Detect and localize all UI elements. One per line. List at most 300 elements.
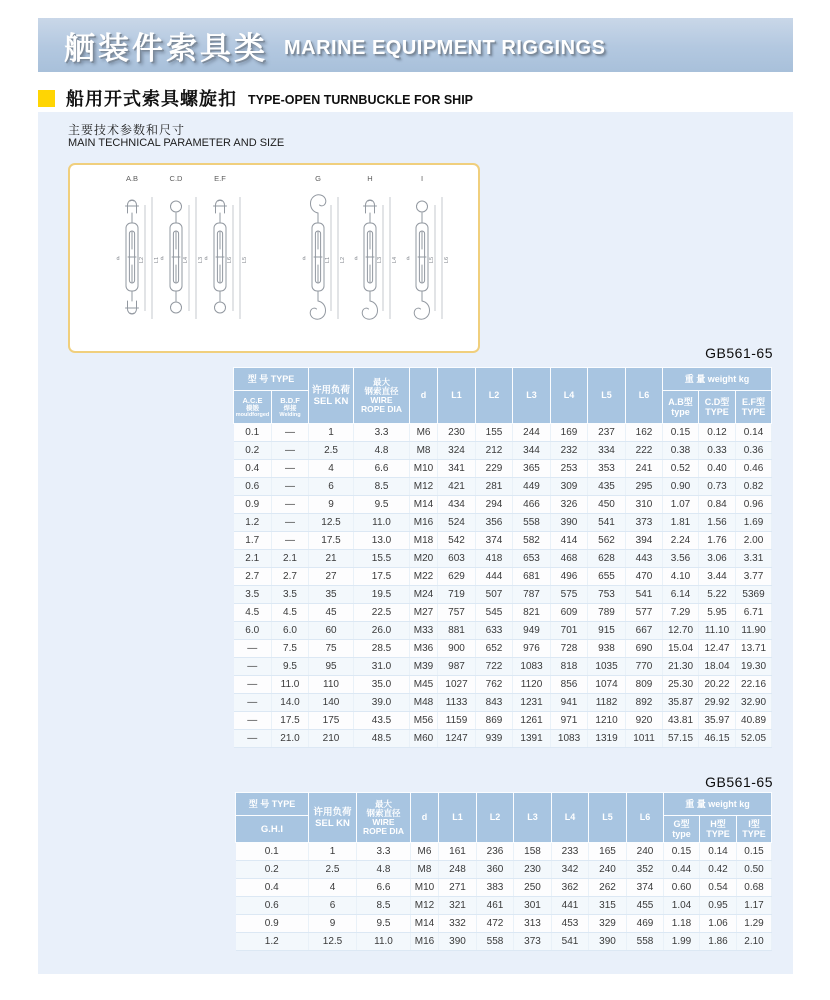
table-cell: 0.40 bbox=[699, 460, 736, 478]
table-cell: 21 bbox=[309, 550, 354, 568]
table-cell: 301 bbox=[514, 897, 552, 915]
table-cell: 321 bbox=[439, 897, 477, 915]
table-cell: 353 bbox=[588, 460, 626, 478]
table-cell: 43.81 bbox=[663, 712, 699, 730]
table-cell: 414 bbox=[551, 532, 588, 550]
table-cell: 1.2 bbox=[236, 933, 309, 951]
table-cell: 542 bbox=[438, 532, 476, 550]
table-cell: 722 bbox=[476, 658, 513, 676]
table-cell: 434 bbox=[438, 496, 476, 514]
table-cell: 374 bbox=[476, 532, 513, 550]
table-cell: 22.5 bbox=[354, 604, 410, 622]
table-cell: 0.15 bbox=[737, 843, 772, 861]
table-cell: 1120 bbox=[513, 676, 551, 694]
table-cell: 690 bbox=[626, 640, 663, 658]
table-cell: 881 bbox=[438, 622, 476, 640]
table-cell: 140 bbox=[309, 694, 354, 712]
table-cell: 4.8 bbox=[354, 442, 410, 460]
figure-ab bbox=[116, 174, 160, 319]
table-cell: 309 bbox=[551, 478, 588, 496]
col-wire-rope-dia: 最大 钢索直径 WIRE ROPE DIA bbox=[357, 793, 411, 843]
table-cell: 2.1 bbox=[272, 550, 309, 568]
table-cell: 1.2 bbox=[234, 514, 272, 532]
table-cell: 1261 bbox=[513, 712, 551, 730]
table-cell: M24 bbox=[410, 586, 438, 604]
col-type: 型 号 TYPE bbox=[234, 368, 309, 391]
table-cell: 900 bbox=[438, 640, 476, 658]
table-row bbox=[236, 843, 772, 861]
table-cell: 3.06 bbox=[699, 550, 736, 568]
table-cell: 28.5 bbox=[354, 640, 410, 658]
table-cell: 2.00 bbox=[736, 532, 772, 550]
table-cell: 2.1 bbox=[234, 550, 272, 568]
table-cell: 1210 bbox=[588, 712, 626, 730]
table-cell: 6.6 bbox=[357, 879, 411, 897]
svg-text:L2: L2 bbox=[139, 256, 145, 264]
table-cell: 240 bbox=[627, 843, 664, 861]
table-cell: — bbox=[234, 658, 272, 676]
table-cell: 352 bbox=[627, 861, 664, 879]
section-title-en: TYPE-OPEN TURNBUCKLE FOR SHIP bbox=[248, 93, 474, 107]
table-cell: 248 bbox=[439, 861, 477, 879]
table-cell: 162 bbox=[626, 424, 663, 442]
figure-cd bbox=[160, 174, 204, 319]
table-cell: 229 bbox=[476, 460, 513, 478]
table-cell: 4.5 bbox=[234, 604, 272, 622]
table-cell: 39.0 bbox=[354, 694, 410, 712]
table-cell: 3.5 bbox=[272, 586, 309, 604]
table-cell: 4 bbox=[309, 460, 354, 478]
table-cell: 1.07 bbox=[663, 496, 699, 514]
table-cell: 7.29 bbox=[663, 604, 699, 622]
table-cell: 2.24 bbox=[663, 532, 699, 550]
table-cell: 1 bbox=[309, 424, 354, 442]
table-cell: 169 bbox=[551, 424, 588, 442]
col-weight-ef: E.F型 TYPE bbox=[736, 391, 772, 424]
table-cell: 809 bbox=[626, 676, 663, 694]
table-cell: 789 bbox=[588, 604, 626, 622]
technical-drawing-box bbox=[68, 163, 480, 353]
table-cell: 418 bbox=[476, 550, 513, 568]
table-cell: 4.10 bbox=[663, 568, 699, 586]
table-cell: 770 bbox=[626, 658, 663, 676]
table-cell: 13.0 bbox=[354, 532, 410, 550]
svg-text:L5: L5 bbox=[242, 256, 248, 264]
table-row bbox=[234, 640, 772, 658]
table-cell: 971 bbox=[551, 712, 588, 730]
table-cell: 0.82 bbox=[736, 478, 772, 496]
table-row bbox=[234, 712, 772, 730]
table-cell: 342 bbox=[552, 861, 589, 879]
table-cell: 0.6 bbox=[234, 478, 272, 496]
table-row bbox=[234, 514, 772, 532]
table-cell: 341 bbox=[438, 460, 476, 478]
table-cell: 4.5 bbox=[272, 604, 309, 622]
table-cell: 869 bbox=[476, 712, 513, 730]
table-cell: 6 bbox=[309, 897, 357, 915]
table-cell: 0.96 bbox=[736, 496, 772, 514]
table-cell: 17.5 bbox=[354, 568, 410, 586]
svg-text:L3: L3 bbox=[377, 256, 383, 264]
table-cell: 0.1 bbox=[236, 843, 309, 861]
table-cell: 435 bbox=[588, 478, 626, 496]
table-cell: 11.90 bbox=[736, 622, 772, 640]
table-cell: 628 bbox=[588, 550, 626, 568]
table-cell: 1247 bbox=[438, 730, 476, 748]
table-cell: 394 bbox=[626, 532, 663, 550]
table-cell: 212 bbox=[476, 442, 513, 460]
table-cell: 236 bbox=[477, 843, 514, 861]
table-cell: 35.97 bbox=[699, 712, 736, 730]
col-l1: L1 bbox=[438, 368, 476, 424]
table-cell: 13.71 bbox=[736, 640, 772, 658]
col-l3: L3 bbox=[513, 368, 551, 424]
table-cell: 21.30 bbox=[663, 658, 699, 676]
table-cell: 9.5 bbox=[357, 915, 411, 933]
table-cell: 52.05 bbox=[736, 730, 772, 748]
table-cell: 0.52 bbox=[663, 460, 699, 478]
col-l1: L1 bbox=[439, 793, 477, 843]
table-cell: 821 bbox=[513, 604, 551, 622]
col-type-bdf: B.D.F 焊接 Welding bbox=[272, 391, 309, 424]
table-cell: 310 bbox=[626, 496, 663, 514]
table-cell: 472 bbox=[477, 915, 514, 933]
table-cell: 0.33 bbox=[699, 442, 736, 460]
table-cell: 0.15 bbox=[663, 424, 699, 442]
table-cell: 11.10 bbox=[699, 622, 736, 640]
table-cell: 0.14 bbox=[736, 424, 772, 442]
table-cell: 757 bbox=[438, 604, 476, 622]
table-cell: 334 bbox=[588, 442, 626, 460]
table-cell: 507 bbox=[476, 586, 513, 604]
table-cell: 892 bbox=[626, 694, 663, 712]
table-cell: 2.10 bbox=[737, 933, 772, 951]
svg-text:d: d bbox=[160, 256, 164, 262]
table-cell: 295 bbox=[626, 478, 663, 496]
table-cell: 12.70 bbox=[663, 622, 699, 640]
svg-text:d: d bbox=[204, 256, 208, 262]
table-cell: 856 bbox=[551, 676, 588, 694]
table-cell: 455 bbox=[627, 897, 664, 915]
table-cell: 35 bbox=[309, 586, 354, 604]
table-cell: 0.54 bbox=[700, 879, 737, 897]
table-cell: 360 bbox=[477, 861, 514, 879]
table-cell: 1319 bbox=[588, 730, 626, 748]
table-cell: 6 bbox=[309, 478, 354, 496]
table-cell: 22.16 bbox=[736, 676, 772, 694]
table-cell: 6.14 bbox=[663, 586, 699, 604]
table-cell: M33 bbox=[410, 622, 438, 640]
col-weight-g: G型 type bbox=[664, 816, 700, 843]
table-cell: 1.18 bbox=[664, 915, 700, 933]
col-l5: L5 bbox=[589, 793, 627, 843]
svg-text:d: d bbox=[406, 256, 410, 262]
svg-text:L1: L1 bbox=[325, 256, 331, 264]
table-cell: 165 bbox=[589, 843, 627, 861]
svg-text:L4: L4 bbox=[183, 256, 189, 264]
table-cell: 0.42 bbox=[700, 861, 737, 879]
table-cell: 1391 bbox=[513, 730, 551, 748]
spec-table-ghi bbox=[235, 792, 772, 951]
table-cell: 271 bbox=[439, 879, 477, 897]
table-cell: 12.5 bbox=[309, 514, 354, 532]
table-cell: 987 bbox=[438, 658, 476, 676]
table-cell: 373 bbox=[626, 514, 663, 532]
table-cell: 12.47 bbox=[699, 640, 736, 658]
table-cell: 453 bbox=[552, 915, 589, 933]
table-cell: 421 bbox=[438, 478, 476, 496]
table-cell: 0.84 bbox=[699, 496, 736, 514]
table-cell: 0.38 bbox=[663, 442, 699, 460]
col-d: d bbox=[410, 368, 438, 424]
svg-text:L6: L6 bbox=[444, 256, 450, 264]
table-cell: 0.95 bbox=[700, 897, 737, 915]
table-row bbox=[234, 730, 772, 748]
col-l2: L2 bbox=[476, 368, 513, 424]
table-cell: 0.50 bbox=[737, 861, 772, 879]
table-cell: 0.36 bbox=[736, 442, 772, 460]
table-cell: 25.30 bbox=[663, 676, 699, 694]
turnbuckle-drawing bbox=[70, 165, 478, 351]
table-cell: 629 bbox=[438, 568, 476, 586]
table-cell: — bbox=[272, 460, 309, 478]
table-cell: M16 bbox=[410, 514, 438, 532]
table-row bbox=[234, 604, 772, 622]
table-cell: — bbox=[272, 424, 309, 442]
yellow-bullet-icon bbox=[38, 90, 55, 107]
table-cell: 0.73 bbox=[699, 478, 736, 496]
table-cell: 356 bbox=[476, 514, 513, 532]
col-weight-i: I型 TYPE bbox=[737, 816, 772, 843]
table-cell: 4.8 bbox=[357, 861, 411, 879]
spec-table-abcdef bbox=[233, 367, 772, 748]
table-cell: 652 bbox=[476, 640, 513, 658]
table-row bbox=[234, 568, 772, 586]
table-cell: 324 bbox=[438, 442, 476, 460]
table-cell: 1.04 bbox=[664, 897, 700, 915]
col-l4: L4 bbox=[551, 368, 588, 424]
table-cell: 210 bbox=[309, 730, 354, 748]
table-cell: 253 bbox=[551, 460, 588, 478]
table-cell: 373 bbox=[514, 933, 552, 951]
spec-table-ghi-wrap bbox=[235, 792, 772, 951]
table-cell: 250 bbox=[514, 879, 552, 897]
svg-text:L1: L1 bbox=[154, 256, 160, 264]
table-cell: 0.1 bbox=[234, 424, 272, 442]
table-cell: 558 bbox=[513, 514, 551, 532]
table-cell: 155 bbox=[476, 424, 513, 442]
table-cell: — bbox=[272, 496, 309, 514]
table-cell: 19.5 bbox=[354, 586, 410, 604]
table-cell: 6.0 bbox=[272, 622, 309, 640]
table-cell: 230 bbox=[514, 861, 552, 879]
table-cell: 222 bbox=[626, 442, 663, 460]
table-cell: 9.5 bbox=[354, 496, 410, 514]
table-cell: 4 bbox=[309, 879, 357, 897]
table-cell: 470 bbox=[626, 568, 663, 586]
table-cell: 1083 bbox=[551, 730, 588, 748]
table-cell: 1.7 bbox=[234, 532, 272, 550]
table-cell: 0.4 bbox=[236, 879, 309, 897]
table-row bbox=[234, 694, 772, 712]
table-cell: 0.9 bbox=[236, 915, 309, 933]
table-cell: 728 bbox=[551, 640, 588, 658]
svg-text:d: d bbox=[302, 256, 306, 262]
table-cell: 32.90 bbox=[736, 694, 772, 712]
table-cell: 6.71 bbox=[736, 604, 772, 622]
table-cell: M22 bbox=[410, 568, 438, 586]
table-cell: 27 bbox=[309, 568, 354, 586]
table-cell: 48.5 bbox=[354, 730, 410, 748]
table-cell: 332 bbox=[439, 915, 477, 933]
table-cell: M48 bbox=[410, 694, 438, 712]
table-cell: 753 bbox=[588, 586, 626, 604]
table-cell: 0.44 bbox=[664, 861, 700, 879]
table-cell: — bbox=[234, 694, 272, 712]
table-cell: 575 bbox=[551, 586, 588, 604]
table-cell: 1 bbox=[309, 843, 357, 861]
table-cell: M45 bbox=[410, 676, 438, 694]
col-weight-ab: A.B型 type bbox=[663, 391, 699, 424]
table-cell: 14.0 bbox=[272, 694, 309, 712]
table-cell: 2.5 bbox=[309, 442, 354, 460]
table-cell: M14 bbox=[411, 915, 439, 933]
table-row bbox=[234, 586, 772, 604]
table-cell: 562 bbox=[588, 532, 626, 550]
table-cell: 240 bbox=[589, 861, 627, 879]
table-cell: 45 bbox=[309, 604, 354, 622]
table-cell: 26.0 bbox=[354, 622, 410, 640]
table-cell: M60 bbox=[410, 730, 438, 748]
table-cell: M12 bbox=[410, 478, 438, 496]
section-title-zh: 船用开式索具螺旋扣 bbox=[66, 89, 237, 109]
table-cell: M20 bbox=[410, 550, 438, 568]
table-cell: 1182 bbox=[588, 694, 626, 712]
table-row bbox=[234, 460, 772, 478]
table-cell: 0.60 bbox=[664, 879, 700, 897]
table-cell: 262 bbox=[589, 879, 627, 897]
svg-text:L3: L3 bbox=[198, 256, 204, 264]
section-header bbox=[38, 85, 473, 111]
col-l5: L5 bbox=[588, 368, 626, 424]
col-sel-kn: 许用负荷 SEL KN bbox=[309, 793, 357, 843]
table-cell: 0.14 bbox=[700, 843, 737, 861]
table-cell: 976 bbox=[513, 640, 551, 658]
table-row bbox=[234, 658, 772, 676]
table-cell: 1.56 bbox=[699, 514, 736, 532]
table-cell: 8.5 bbox=[354, 478, 410, 496]
table-cell: 12.5 bbox=[309, 933, 357, 951]
table-cell: 175 bbox=[309, 712, 354, 730]
table-cell: 75 bbox=[309, 640, 354, 658]
table-cell: M8 bbox=[411, 861, 439, 879]
table-row bbox=[236, 915, 772, 933]
svg-text:C.D: C.D bbox=[169, 174, 183, 183]
table-row bbox=[236, 879, 772, 897]
table-cell: 17.5 bbox=[309, 532, 354, 550]
svg-text:A.B: A.B bbox=[125, 174, 139, 183]
table-cell: 1.99 bbox=[664, 933, 700, 951]
table-cell: 362 bbox=[552, 879, 589, 897]
table-cell: 11.0 bbox=[357, 933, 411, 951]
table-cell: 9 bbox=[309, 915, 357, 933]
table-cell: 158 bbox=[514, 843, 552, 861]
table-cell: 1.17 bbox=[737, 897, 772, 915]
table-cell: 1.81 bbox=[663, 514, 699, 532]
table-cell: 1231 bbox=[513, 694, 551, 712]
col-weight-h: H型 TYPE bbox=[700, 816, 737, 843]
table-cell: — bbox=[272, 478, 309, 496]
col-type-ace: A.C.E 模锻 mouldforged bbox=[234, 391, 272, 424]
table-cell: 1.06 bbox=[700, 915, 737, 933]
svg-text:d: d bbox=[116, 256, 120, 262]
table-cell: 35.0 bbox=[354, 676, 410, 694]
svg-text:d: d bbox=[354, 256, 358, 262]
table-cell: M39 bbox=[410, 658, 438, 676]
table-cell: 315 bbox=[589, 897, 627, 915]
table-cell: 762 bbox=[476, 676, 513, 694]
table-cell: 3.56 bbox=[663, 550, 699, 568]
col-l4: L4 bbox=[552, 793, 589, 843]
standard-label-2: GB561-65 bbox=[705, 774, 773, 790]
table-cell: 466 bbox=[513, 496, 551, 514]
table-cell: 1083 bbox=[513, 658, 551, 676]
col-l2: L2 bbox=[477, 793, 514, 843]
table-cell: 110 bbox=[309, 676, 354, 694]
table-cell: 609 bbox=[551, 604, 588, 622]
table-cell: M27 bbox=[410, 604, 438, 622]
table-cell: 2.5 bbox=[309, 861, 357, 879]
table-cell: 655 bbox=[588, 568, 626, 586]
table-cell: 6.6 bbox=[354, 460, 410, 478]
table-row bbox=[236, 933, 772, 951]
table-cell: M6 bbox=[410, 424, 438, 442]
table-cell: 3.31 bbox=[736, 550, 772, 568]
table-cell: 441 bbox=[552, 897, 589, 915]
col-weight: 重 量 weight kg bbox=[663, 368, 772, 391]
table-cell: 0.12 bbox=[699, 424, 736, 442]
table-cell: 667 bbox=[626, 622, 663, 640]
table-cell: 2.7 bbox=[272, 568, 309, 586]
table-cell: 443 bbox=[626, 550, 663, 568]
table-cell: 313 bbox=[514, 915, 552, 933]
table-cell: 237 bbox=[588, 424, 626, 442]
table-cell: 0.90 bbox=[663, 478, 699, 496]
svg-text:H: H bbox=[367, 174, 373, 183]
col-d: d bbox=[411, 793, 439, 843]
table-row bbox=[234, 442, 772, 460]
table-cell: 653 bbox=[513, 550, 551, 568]
table-cell: 19.30 bbox=[736, 658, 772, 676]
svg-text:L5: L5 bbox=[429, 256, 435, 264]
table-cell: — bbox=[234, 730, 272, 748]
table-row bbox=[234, 424, 772, 442]
table-cell: 5.95 bbox=[699, 604, 736, 622]
table-cell: 3.3 bbox=[354, 424, 410, 442]
table-cell: 787 bbox=[513, 586, 551, 604]
table-cell: 35.87 bbox=[663, 694, 699, 712]
table-cell: 1011 bbox=[626, 730, 663, 748]
table-cell: M14 bbox=[410, 496, 438, 514]
svg-text:L4: L4 bbox=[392, 256, 398, 264]
table-cell: 7.5 bbox=[272, 640, 309, 658]
table-cell: 1133 bbox=[438, 694, 476, 712]
table-cell: 681 bbox=[513, 568, 551, 586]
svg-text:E.F: E.F bbox=[214, 174, 226, 183]
table-cell: 701 bbox=[551, 622, 588, 640]
table-cell: 95 bbox=[309, 658, 354, 676]
table-cell: M16 bbox=[411, 933, 439, 951]
